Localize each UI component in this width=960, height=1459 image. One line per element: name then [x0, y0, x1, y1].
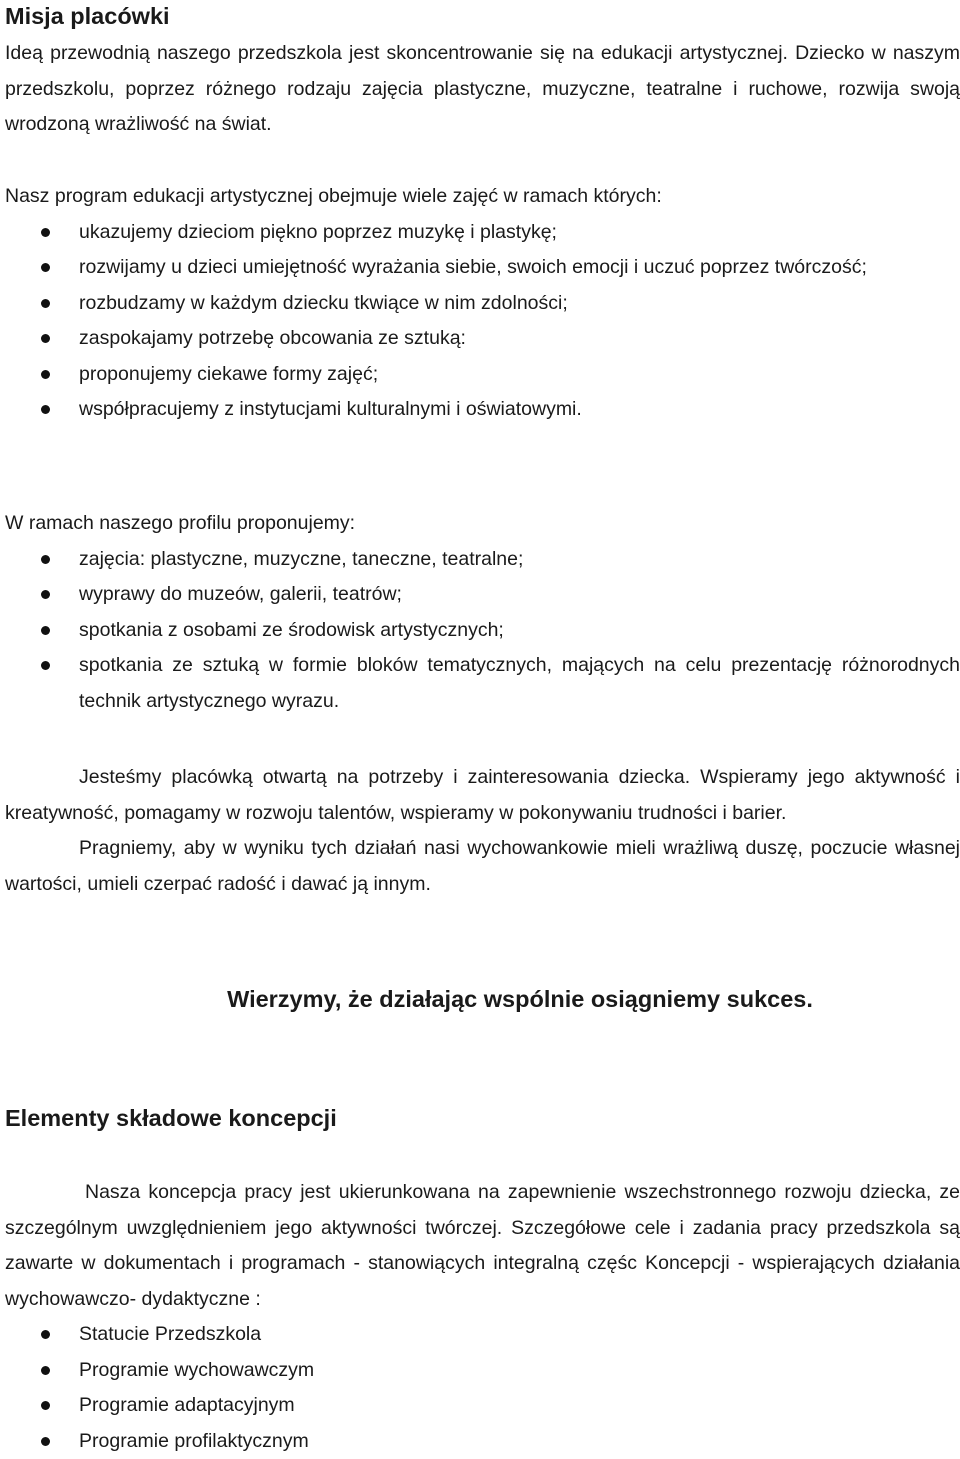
profile-lead: W ramach naszego profilu proponujemy:	[5, 506, 960, 542]
list-item: rozwijamy u dzieci umiejętność wyrażania siebie, swoich emocji i uczuć poprzez twórczość;	[5, 250, 960, 286]
motto	[0, 983, 960, 1015]
profile-list	[5, 542, 960, 720]
concept-documents-list	[5, 1317, 960, 1459]
bullet-icon	[41, 661, 50, 670]
list-item: spotkania ze sztuką w formie bloków tematycznych, mających na celu prezentację różnorodnych technik artystycznego wyrazu.	[5, 648, 960, 719]
bullet-icon	[41, 1437, 50, 1446]
bullet-icon	[41, 263, 50, 272]
mission-paragraph-1: Jesteśmy placówką otwartą na potrzeby i zainteresowania dziecka. Wspieramy jego aktywność i kreatywność, pomagamy w rozwoju talentów, wspieramy w pokonywaniu trudności i barier.	[5, 760, 960, 831]
concept-paragraph: Nasza koncepcja pracy jest ukierunkowana na zapewnienie wszechstronnego rozwoju dziecka, ze szczególnym uwzględnieniem jego aktywności twórczej. Szczegółowe cele i zadania pracy przedszkola są zawarte w dokumentach i programach - stanowiących integralną częśc Koncepcji - wspierających działania wychowawczo- dydaktyczne :	[5, 1175, 960, 1317]
list-item: wyprawy do muzeów, galerii, teatrów;	[5, 577, 960, 613]
motto-text: Wierzymy, że działając wspólnie osiągniemy sukces.	[227, 986, 813, 1012]
list-item: zajęcia: plastyczne, muzyczne, taneczne, teatralne;	[5, 542, 960, 578]
profile-block	[5, 506, 960, 719]
list-item: współpracujemy z instytucjami kulturalnymi i oświatowymi.	[5, 392, 960, 428]
list-item: rozbudzamy w każdym dziecku tkwiące w nim zdolności;	[5, 286, 960, 322]
bullet-icon	[41, 555, 50, 564]
mission-paragraph-2: Pragniemy, aby w wyniku tych działań nasi wychowankowie mieli wrażliwą duszę, poczucie własnej wartości, umieli czerpać radość i dawać ją innym.	[5, 831, 960, 902]
bullet-icon	[41, 590, 50, 599]
program-list	[5, 215, 960, 428]
list-item: proponujemy ciekawe formy zajęć;	[5, 357, 960, 393]
bullet-icon	[41, 1401, 50, 1410]
bullet-icon	[41, 1366, 50, 1375]
bullet-icon	[41, 299, 50, 308]
mission-title: Misja placówki	[5, 1, 170, 31]
list-item: ukazujemy dzieciom piękno poprzez muzykę i plastykę;	[5, 215, 960, 251]
bullet-icon	[41, 626, 50, 635]
list-item: Programie wychowawczym	[5, 1353, 960, 1389]
concept-title: Elementy składowe koncepcji	[5, 1103, 337, 1133]
list-item: spotkania z osobami ze środowisk artystycznych;	[5, 613, 960, 649]
list-item: Programie adaptacyjnym	[5, 1388, 960, 1424]
closing-block	[5, 760, 960, 902]
program-lead: Nasz program edukacji artystycznej obejmuje wiele zajęć w ramach których:	[5, 179, 960, 215]
mission-intro-block	[5, 36, 960, 143]
bullet-icon	[41, 405, 50, 414]
program-block	[5, 179, 960, 428]
mission-intro: Ideą przewodnią naszego przedszkola jest skoncentrowanie się na edukacji artystycznej. Dziecko w naszym przedszkolu, poprzez różnego rodzaju zajęcia plastyczne, muzyczne, teatralne i ruchowe, rozwija swoją wrodzoną wrażliwość na świat.	[5, 36, 960, 143]
bullet-icon	[41, 370, 50, 379]
list-item: zaspokajamy potrzebę obcowania ze sztuką:	[5, 321, 960, 357]
concept-block	[5, 1175, 960, 1459]
bullet-icon	[41, 334, 50, 343]
bullet-icon	[41, 228, 50, 237]
list-item: Statucie Przedszkola	[5, 1317, 960, 1353]
list-item: Programie profilaktycznym	[5, 1424, 960, 1459]
bullet-icon	[41, 1330, 50, 1339]
